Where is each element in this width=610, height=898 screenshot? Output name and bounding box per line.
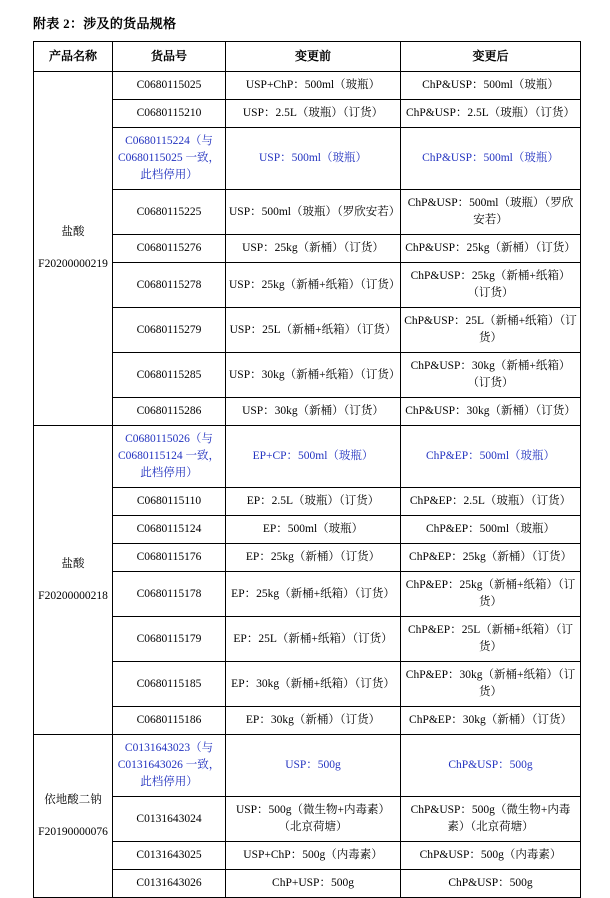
after-spec-cell: ChP&USP：2.5L（玻瓶）（订货）	[401, 100, 581, 128]
before-spec-cell: ChP+USP：500g	[226, 870, 401, 898]
item-number-cell: C0680115185	[113, 662, 226, 707]
product-code-text: F20190000076	[38, 825, 108, 838]
before-spec-cell: EP：500ml（玻瓶）	[226, 516, 401, 544]
item-number-cell: C0131643026	[113, 870, 226, 898]
table-row	[34, 426, 581, 488]
after-spec-cell: ChP&EP：500ml（玻瓶）	[401, 426, 581, 488]
after-spec-cell: ChP&EP：25L（新桶+纸箱）（订货）	[401, 617, 581, 662]
before-spec-cell: EP+CP：500ml（玻瓶）	[226, 426, 401, 488]
item-number-cell: C0680115025	[113, 72, 226, 100]
before-spec-cell: USP：25L（新桶+纸箱）（订货）	[226, 308, 401, 353]
after-spec-cell: ChP&USP：500g	[401, 735, 581, 797]
item-number-cell: C0680115278	[113, 263, 226, 308]
after-spec-cell: ChP&EP：30kg（新桶）（订货）	[401, 707, 581, 735]
after-spec-cell: ChP&USP：30kg（新桶+纸箱）（订货）	[401, 353, 581, 398]
column-header-after-change: 变更后	[401, 42, 581, 72]
before-spec-cell: USP：500ml（玻瓶）	[226, 128, 401, 190]
item-number-cell: C0680115276	[113, 235, 226, 263]
item-number-cell: C0680115124	[113, 516, 226, 544]
before-spec-cell: USP：500g	[226, 735, 401, 797]
item-number-cell: C0131643025	[113, 842, 226, 870]
table-row	[34, 617, 581, 662]
table-row	[34, 735, 581, 797]
before-spec-cell: USP+ChP：500ml（玻瓶）	[226, 72, 401, 100]
table-row	[34, 235, 581, 263]
item-number-cell: C0680115179	[113, 617, 226, 662]
product-name-cell	[34, 72, 113, 426]
before-spec-cell: USP+ChP：500g（内毒素）	[226, 842, 401, 870]
after-spec-cell: ChP&USP：25L（新桶+纸箱）（订货）	[401, 308, 581, 353]
before-spec-cell: EP：25kg（新桶+纸箱）（订货）	[226, 572, 401, 617]
product-name-text: 盐酸	[61, 557, 85, 570]
item-number-cell: C0680115285	[113, 353, 226, 398]
page-title: 附表 2：涉及的货品规格	[33, 16, 177, 31]
before-spec-cell: EP：30kg（新桶+纸箱）（订货）	[226, 662, 401, 707]
item-number-cell: C0680115026（与 C0680115124 一致，此档停用）	[113, 426, 226, 488]
after-spec-cell: ChP&USP：500g（内毒素）	[401, 842, 581, 870]
after-spec-cell: ChP&USP：25kg（新桶+纸箱）（订货）	[401, 263, 581, 308]
item-number-cell: C0131643023（与 C0131643026 一致，此档停用）	[113, 735, 226, 797]
after-spec-cell: ChP&USP：500g（微生物+内毒素）（北京荷塘）	[401, 797, 581, 842]
item-number-cell: C0680115186	[113, 707, 226, 735]
before-spec-cell: EP：2.5L（玻瓶）（订货）	[226, 488, 401, 516]
product-code-text: F20200000219	[38, 258, 108, 270]
product-name-text: 依地酸二钠	[44, 793, 102, 806]
item-number-cell: C0680115225	[113, 190, 226, 235]
item-number-cell: C0680115178	[113, 572, 226, 617]
before-spec-cell: EP：30kg（新桶）（订货）	[226, 707, 401, 735]
table-row	[34, 308, 581, 353]
before-spec-cell: USP：30kg（新桶）（订货）	[226, 398, 401, 426]
after-spec-cell: ChP&USP：500ml（玻瓶）（罗欣安若）	[401, 190, 581, 235]
before-spec-cell: USP：25kg（新桶+纸箱）（订货）	[226, 263, 401, 308]
after-spec-cell: ChP&EP：25kg（新桶）（订货）	[401, 544, 581, 572]
before-spec-cell: USP：500g（微生物+内毒素）（北京荷塘）	[226, 797, 401, 842]
table-row	[34, 707, 581, 735]
column-header-item-number: 货品号	[113, 42, 226, 72]
table-row	[34, 516, 581, 544]
item-number-cell: C0680115286	[113, 398, 226, 426]
table-row	[34, 544, 581, 572]
before-spec-cell: USP：500ml（玻瓶）（罗欣安若）	[226, 190, 401, 235]
before-spec-cell: USP：30kg（新桶+纸箱）（订货）	[226, 353, 401, 398]
after-spec-cell: ChP&USP：500g	[401, 870, 581, 898]
table-row	[34, 353, 581, 398]
header-row	[34, 42, 581, 72]
item-number-cell: C0680115224（与 C0680115025 一致，此档停用）	[113, 128, 226, 190]
after-spec-cell: ChP&USP：500ml（玻瓶）	[401, 72, 581, 100]
after-spec-cell: ChP&EP：500ml（玻瓶）	[401, 516, 581, 544]
table-row	[34, 572, 581, 617]
table-row	[34, 72, 581, 100]
after-spec-cell: ChP&USP：25kg（新桶）（订货）	[401, 235, 581, 263]
goods-spec-table	[33, 41, 581, 898]
product-code-text: F20200000218	[38, 589, 108, 602]
table-row	[34, 842, 581, 870]
table-row	[34, 870, 581, 898]
column-header-product-name: 产品名称	[34, 42, 113, 72]
product-name-cell	[34, 735, 113, 898]
before-spec-cell: EP：25L（新桶+纸箱）（订货）	[226, 617, 401, 662]
after-spec-cell: ChP&USP：500ml（玻瓶）	[401, 128, 581, 190]
table-row	[34, 797, 581, 842]
item-number-cell: C0680115176	[113, 544, 226, 572]
before-spec-cell: USP：25kg（新桶）（订货）	[226, 235, 401, 263]
item-number-cell: C0680115279	[113, 308, 226, 353]
product-name-text: 盐酸	[61, 226, 85, 238]
before-spec-cell: EP：25kg（新桶）（订货）	[226, 544, 401, 572]
table-row	[34, 100, 581, 128]
after-spec-cell: ChP&EP：30kg（新桶+纸箱）（订货）	[401, 662, 581, 707]
table-row	[34, 263, 581, 308]
column-header-before-change: 变更前	[226, 42, 401, 72]
table-row	[34, 488, 581, 516]
item-number-cell: C0680115210	[113, 100, 226, 128]
table-row	[34, 128, 581, 190]
item-number-cell: C0680115110	[113, 488, 226, 516]
table-row	[34, 662, 581, 707]
after-spec-cell: ChP&EP：2.5L（玻瓶）（订货）	[401, 488, 581, 516]
table-row	[34, 398, 581, 426]
item-number-cell: C0131643024	[113, 797, 226, 842]
after-spec-cell: ChP&EP：25kg（新桶+纸箱）（订货）	[401, 572, 581, 617]
product-name-cell	[34, 426, 113, 735]
table-row	[34, 190, 581, 235]
before-spec-cell: USP：2.5L（玻瓶）（订货）	[226, 100, 401, 128]
after-spec-cell: ChP&USP：30kg（新桶）（订货）	[401, 398, 581, 426]
